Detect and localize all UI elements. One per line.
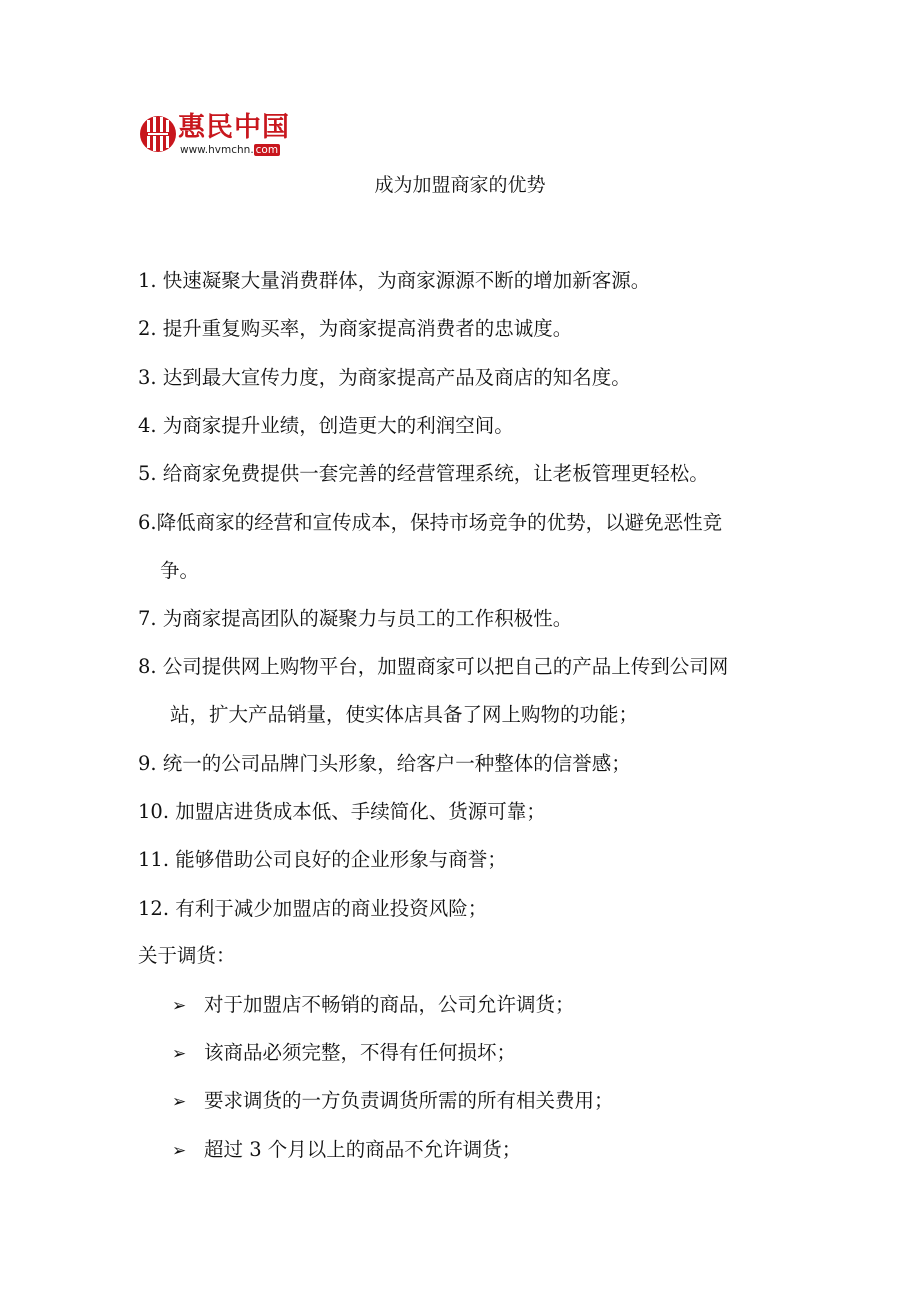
list-item-8-continued: 站，扩大产品销量，使实体店具备了网上购物的功能； <box>170 703 639 726</box>
section-heading: 关于调货： <box>138 944 236 967</box>
logo-url <box>180 144 280 156</box>
bullet-text: 超过 3 个月以上的商品不允许调货； <box>204 1138 522 1161</box>
bullet-item-3 <box>172 1088 614 1115</box>
list-item-2: 2. 提升重复购买率，为商家提高消费者的忠诚度。 <box>138 317 573 340</box>
list-item-12: 12. 有利于减少加盟店的商业投资风险； <box>138 897 488 920</box>
list-item-1: 1. 快速凝聚大量消费群体，为商家源源不断的增加新客源。 <box>138 269 651 292</box>
logo-url-prefix: www.hvmchn. <box>180 144 254 156</box>
list-item-7: 7. 为商家提高团队的凝聚力与员工的工作积极性。 <box>138 607 573 630</box>
bullet-text: 该商品必须完整，不得有任何损坏； <box>204 1041 517 1064</box>
list-item-6: 6.降低商家的经营和宣传成本，保持市场竞争的优势，以避免恶性竞 <box>138 511 723 534</box>
bullet-item-1 <box>172 992 575 1019</box>
arrow-bullet-icon: ➢ <box>172 996 187 1016</box>
list-item-11: 11. 能够借助公司良好的企业形象与商誉； <box>138 848 507 871</box>
arrow-bullet-icon: ➢ <box>172 1092 187 1112</box>
list-item-8: 8. 公司提供网上购物平台，加盟商家可以把自己的产品上传到公司网 <box>138 655 729 678</box>
list-item-5: 5. 给商家免费提供一套完善的经营管理系统，让老板管理更轻松。 <box>138 462 709 485</box>
company-logo <box>138 114 303 160</box>
logo-url-suffix: com <box>255 144 279 156</box>
list-item-9: 9. 统一的公司品牌门头形象，给客户一种整体的信誉感； <box>138 752 631 775</box>
bullet-item-2 <box>172 1040 516 1067</box>
bullet-text: 要求调货的一方负责调货所需的所有相关费用； <box>204 1089 614 1112</box>
bullet-item-4 <box>172 1137 521 1164</box>
arrow-bullet-icon: ➢ <box>172 1141 187 1161</box>
logo-brand-text: 惠民中国 <box>178 112 290 143</box>
document-title: 成为加盟商家的优势 <box>374 174 546 196</box>
list-item-6-continued: 争。 <box>160 559 200 582</box>
list-item-4: 4. 为商家提升业绩，创造更大的利润空间。 <box>138 414 514 437</box>
bullet-text: 对于加盟店不畅销的商品，公司允许调货； <box>204 993 575 1016</box>
list-item-10: 10. 加盟店进货成本低、手续简化、货源可靠； <box>138 800 546 823</box>
list-item-3: 3. 达到最大宣传力度，为商家提高产品及商店的知名度。 <box>138 366 631 389</box>
arrow-bullet-icon: ➢ <box>172 1044 187 1064</box>
globe-logo-icon <box>138 114 178 154</box>
